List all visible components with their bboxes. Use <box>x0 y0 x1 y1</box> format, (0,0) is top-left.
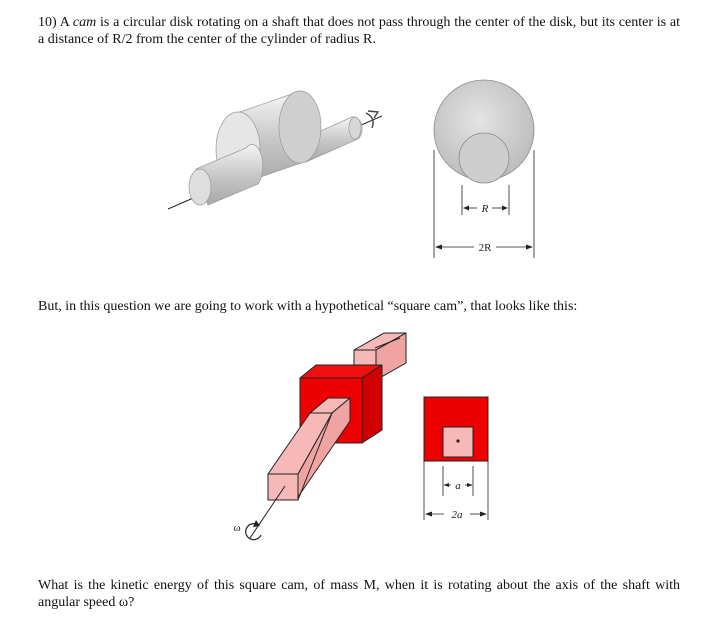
round-cam-3d <box>168 91 382 209</box>
rotation-arrow-icon <box>366 111 378 128</box>
label-omega: ω <box>233 522 241 534</box>
round-cam-end-view <box>434 80 534 258</box>
question-number: 10) <box>38 15 57 30</box>
axis-dot <box>456 439 459 442</box>
label-r: R <box>481 203 489 215</box>
question-transition: But, in this question we are going to work with a hypothetical “square cam”, that looks like this: <box>38 299 578 314</box>
intro-article: A <box>59 15 70 30</box>
label-a: a <box>455 480 461 492</box>
cam-block-side <box>362 365 382 443</box>
shaft-circle <box>459 133 509 183</box>
square-cam-end-view <box>424 397 488 521</box>
label-2a: 2a <box>451 509 463 521</box>
square-cam-3d <box>268 333 406 500</box>
question-prompt: What is the kinetic energy of this square cam, of mass M, when it is rotating about the axis of the shaft with angular speed ω? <box>38 578 680 610</box>
term-cam: cam <box>72 15 97 30</box>
front-shaft-end <box>268 474 298 500</box>
label-2r: 2R <box>478 242 492 254</box>
intro-text: is a circular disk rotating on a shaft that does not pass through the center of the disk, but its center is at a distance of R/2 from the center of the cylinder of radius R. <box>38 15 681 47</box>
